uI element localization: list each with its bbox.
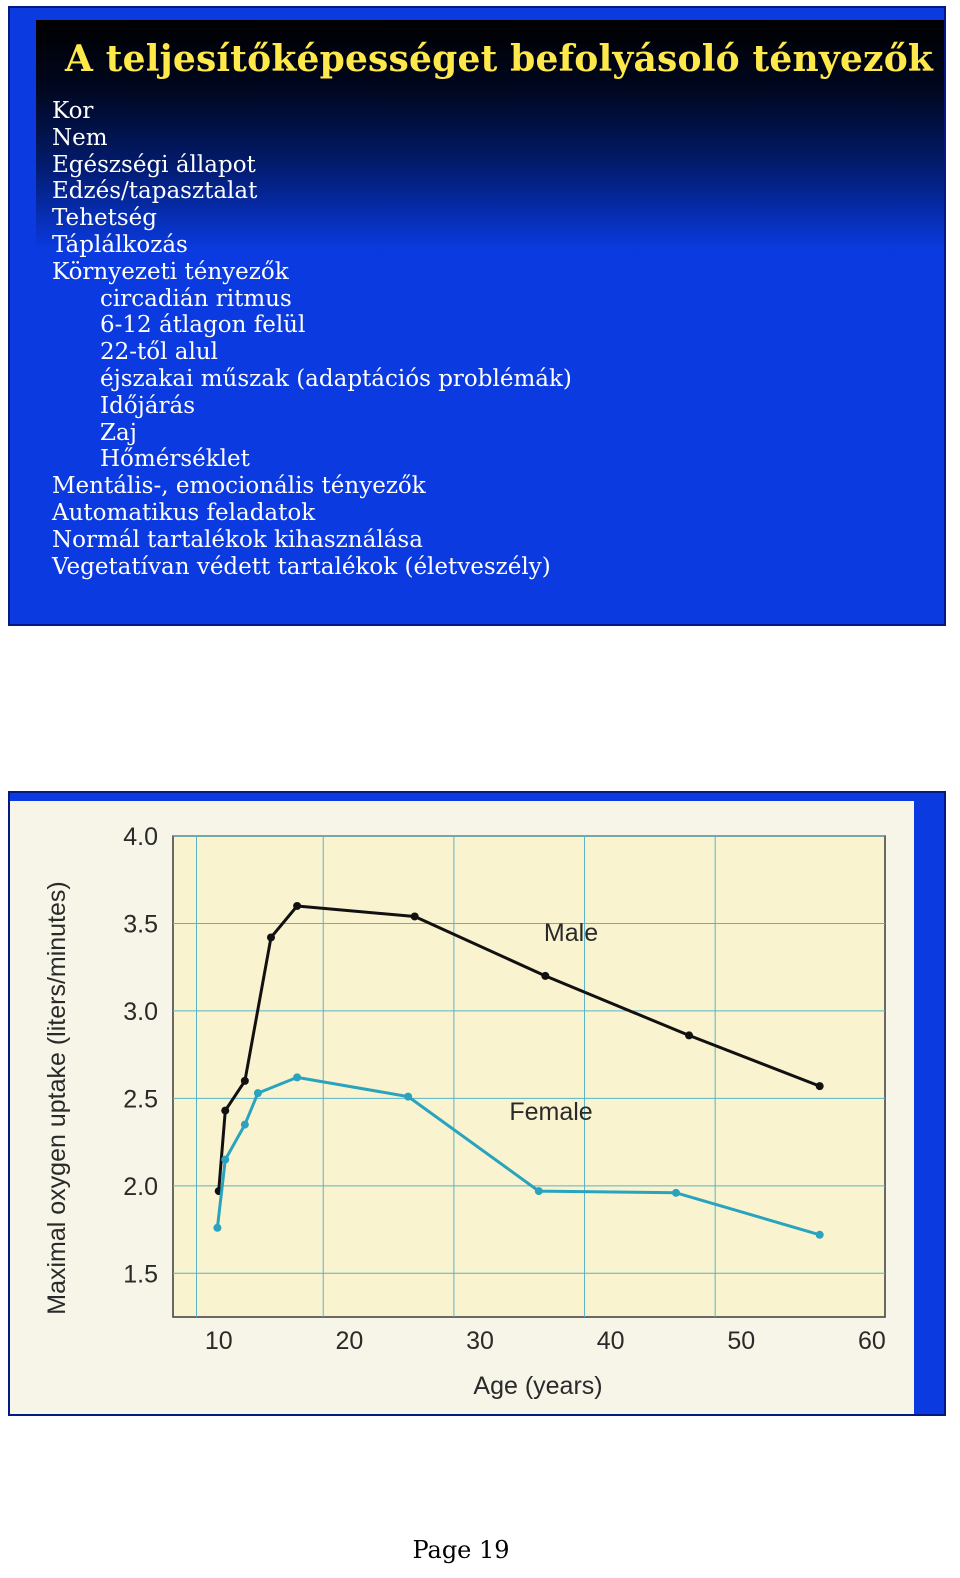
y-axis-label: Maximal oxygen uptake (liters/minutes) (43, 881, 71, 1315)
data-point-female (672, 1189, 680, 1197)
plot-area (173, 836, 885, 1317)
factor-item: Környezeti tényezők (52, 258, 289, 285)
y-tick-label: 2.0 (123, 1172, 158, 1201)
x-tick-label: 30 (466, 1327, 494, 1355)
factor-subitem: 22-től alul (100, 339, 219, 366)
data-point-female (404, 1093, 412, 1101)
data-point-female (221, 1156, 229, 1164)
factor-list (52, 98, 572, 580)
data-point-male (267, 933, 275, 941)
y-tick-label: 1.5 (123, 1260, 158, 1289)
data-point-male (411, 912, 419, 920)
chart-slide (8, 791, 946, 1416)
x-tick-label: 40 (596, 1327, 625, 1355)
data-point-female (816, 1231, 824, 1239)
data-point-female (254, 1089, 262, 1097)
x-tick-label: 60 (858, 1327, 886, 1355)
factors-slide (8, 6, 946, 626)
x-tick-label: 20 (335, 1327, 364, 1355)
data-point-male (541, 972, 549, 980)
factor-subitem: éjszakai műszak (adaptációs problémák) (100, 365, 572, 392)
y-tick-label: 3.5 (123, 910, 158, 939)
y-tick-label: 4.0 (123, 823, 158, 851)
factor-item: Edzés/tapasztalat (52, 178, 258, 205)
x-tick-label: 50 (727, 1327, 756, 1355)
factor-subitem: Hőmérséklet (100, 446, 250, 473)
factor-item: Vegetatívan védett tartalékok (életveszély) (52, 553, 551, 580)
oxygen-uptake-chart (10, 801, 914, 1416)
y-tick-label: 2.5 (123, 1085, 158, 1114)
series-label-male: Male (543, 919, 599, 947)
factor-item: Táplálkozás (52, 231, 188, 258)
chart-paper (10, 801, 914, 1416)
data-point-female (213, 1224, 221, 1232)
data-point-female (293, 1073, 301, 1081)
factor-subitem: Zaj (100, 419, 137, 446)
series-label-female: Female (509, 1098, 593, 1126)
factor-subitem: circadián ritmus (100, 285, 292, 312)
factor-item: Kor (52, 98, 94, 124)
x-tick-label: 10 (204, 1327, 233, 1355)
factor-item: Normál tartalékok kihasználása (52, 526, 423, 553)
data-point-male (816, 1082, 824, 1090)
data-point-male (685, 1031, 693, 1039)
y-tick-label: 3.0 (123, 997, 158, 1026)
factor-subitem: Időjárás (100, 392, 196, 419)
data-point-female (241, 1121, 249, 1129)
data-point-male (221, 1107, 229, 1115)
page-number: Page 19 (412, 1536, 510, 1564)
data-point-female (535, 1187, 543, 1195)
factor-item: Mentális-, emocionális tényezők (52, 473, 426, 500)
factor-item: Nem (52, 124, 108, 151)
factor-item: Tehetség (52, 205, 157, 232)
factor-subitem: 6-12 átlagon felül (100, 312, 306, 339)
slide-title: A teljesítőképességet befolyásoló tényezők (64, 38, 934, 80)
data-point-male (241, 1077, 249, 1085)
data-point-male (293, 902, 301, 910)
factor-item: Automatikus feladatok (52, 499, 316, 526)
factor-item: Egészségi állapot (52, 151, 256, 178)
x-axis-label: Age (years) (473, 1372, 603, 1400)
